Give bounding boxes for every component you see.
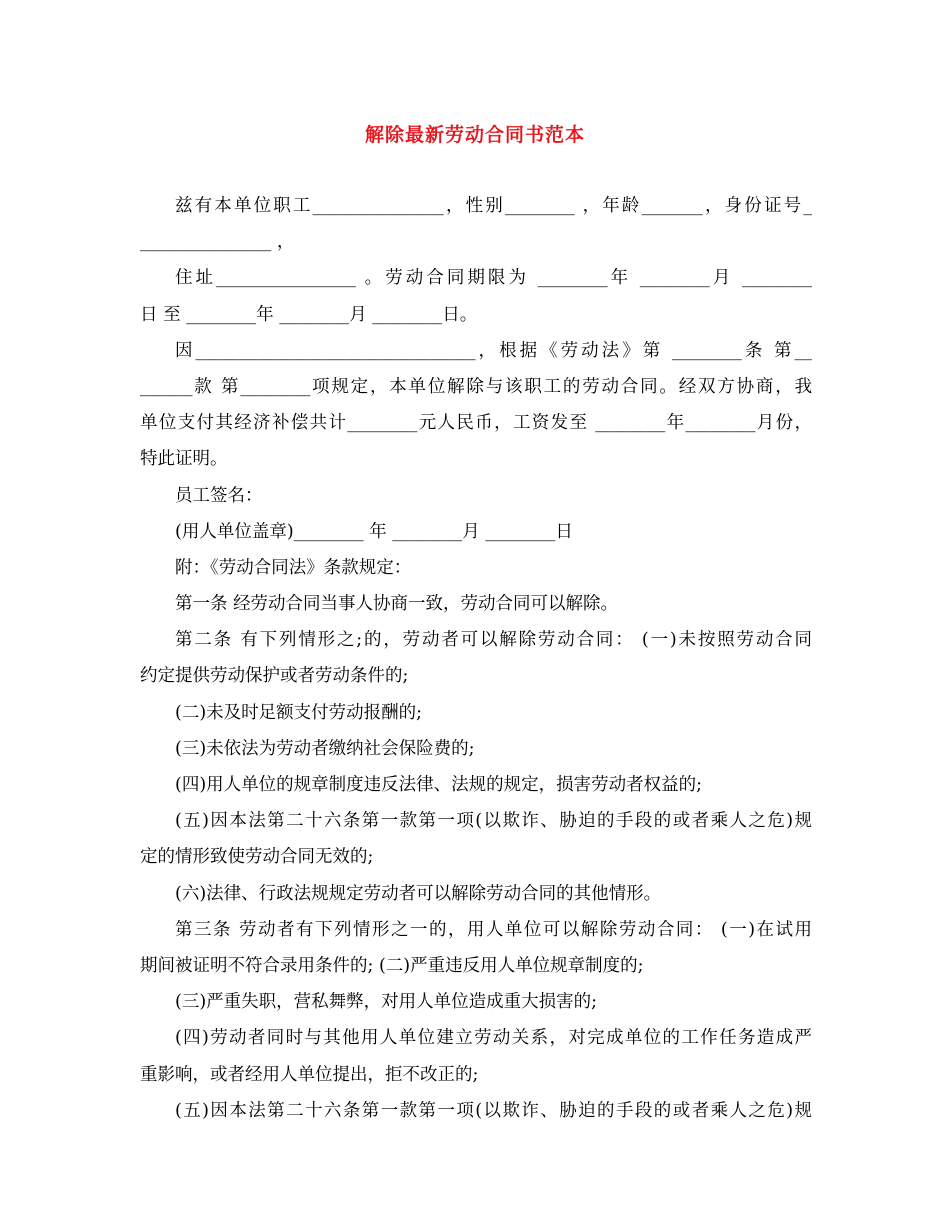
paragraph-line: 第二条 有下列情形之;的，劳动者可以解除劳动合同： (一)未按照劳动合同 [175, 630, 812, 651]
paragraph-line: (二)未及时足额支付劳动报酬的; [175, 702, 423, 723]
paragraph-line: (四)用人单位的规章制度违反法律、法规的规定，损害劳动者权益的; [175, 775, 703, 795]
paragraph-line: ______款 第________项规定，本单位解除与该职工的劳动合同。经双方协商，我 [140, 376, 812, 397]
paragraph-line: (四)劳动者同时与其他用人单位建立劳动关系，对完成单位的工作任务造成严 [175, 1028, 812, 1049]
paragraph-line: (用人单位盖章)________ 年 ________月 ________日 [175, 521, 573, 542]
paragraph-line: (五)因本法第二十六条第一款第一项(以欺诈、胁迫的手段的或者乘人之危)规 [175, 811, 812, 832]
paragraph-line: 特此证明。 [140, 449, 228, 470]
paragraph-line: 因________________________________，根据《劳动法》第 ________条 第__ [175, 340, 812, 361]
paragraph-line: 约定提供劳动保护或者劳动条件的; [140, 666, 409, 687]
paragraph-line: 兹有本单位职工_______________，性别________ ，年龄_______，身份证号_ [175, 196, 812, 216]
paragraph-line: 第一条 经劳动合同当事人协商一致，劳动合同可以解除。 [175, 594, 619, 615]
paragraph-line: 住址________________ 。劳动合同期限为 ________年 ________月 ________ [175, 268, 812, 289]
paragraph-line: 单位支付其经济补偿共计________元人民币，工资发至 ________年________月份， [140, 413, 812, 434]
paragraph-line: 日 至 ________年 ________月 ________日。 [140, 304, 478, 325]
paragraph-line: 定的情形致使劳动合同无效的; [140, 847, 374, 868]
paragraph-line: 员工签名： [175, 485, 263, 506]
paragraph-line: 附：《劳动合同法》条款规定： [175, 557, 412, 578]
document-title: 解除最新劳动合同书范本 [364, 124, 585, 146]
paragraph-line: 第三条 劳动者有下列情形之一的，用人单位可以解除劳动合同： (一)在试用 [175, 919, 812, 940]
paragraph-line: 期间被证明不符合录用条件的; (二)严重违反用人单位规章制度的; [140, 955, 644, 976]
paragraph-line: (五)因本法第二十六条第一款第一项(以欺诈、胁迫的手段的或者乘人之危)规 [175, 1100, 812, 1121]
paragraph-line: _______________ ， [140, 232, 295, 253]
paragraph-line: (三)严重失职，营私舞弊，对用人单位造成重大损害的; [175, 992, 598, 1013]
document-body [140, 188, 812, 1129]
paragraph-line: (六)法律、行政法规规定劳动者可以解除劳动合同的其他情形。 [175, 883, 662, 904]
paragraph-line: (三)未依法为劳动者缴纳社会保险费的; [175, 738, 475, 759]
paragraph-line: 重影响，或者经用人单位提出，拒不改正的; [140, 1064, 479, 1085]
